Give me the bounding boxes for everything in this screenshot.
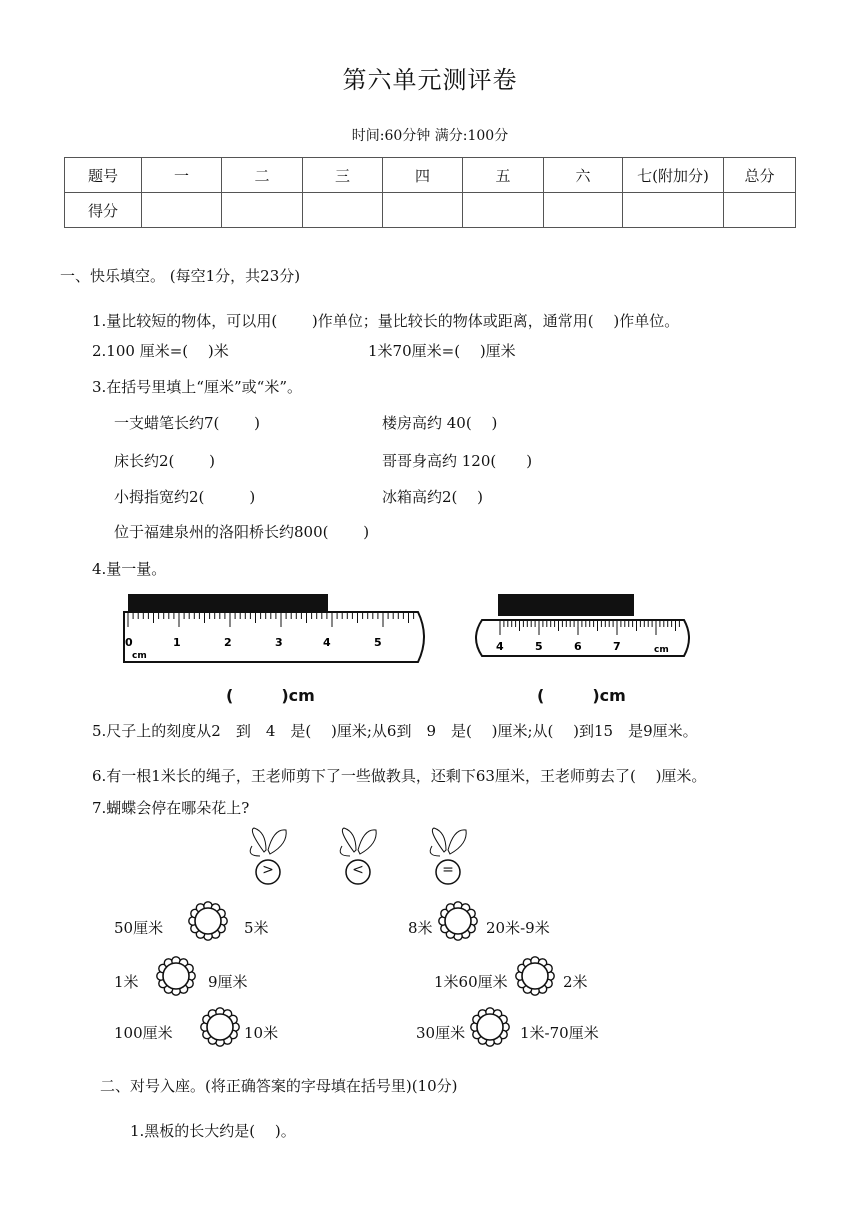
- compare-left: 30厘米: [416, 1024, 466, 1042]
- ruler-label: 5: [535, 640, 543, 653]
- ruler-label: 6: [574, 640, 582, 653]
- question-2b: 1米70厘米=( )厘米: [368, 342, 516, 360]
- score-cell[interactable]: [544, 193, 623, 228]
- question-6: 6.有一根1米长的绳子，王老师剪下了一些做教具，还剩下63厘米，王老师剪去了( )厘米。: [92, 767, 707, 785]
- score-cell[interactable]: [142, 193, 222, 228]
- butterfly-symbol: >: [262, 862, 274, 878]
- ruler-label: 0: [125, 636, 133, 649]
- section2-heading: 二、对号入座。(将正确答案的字母填在括号里)(10分): [100, 1077, 458, 1095]
- compare-right: 2米: [563, 973, 588, 991]
- compare-right: 5米: [244, 919, 269, 937]
- ruler-label: 3: [275, 636, 283, 649]
- score-cell[interactable]: [463, 193, 544, 228]
- butterfly-equal[interactable]: [424, 826, 472, 894]
- ruler-label: 7: [613, 640, 621, 653]
- question-5: 5.尺子上的刻度从2 到 4 是( )厘米;从6到 9 是( )厘米;从( )到15 是9厘米。: [92, 722, 698, 740]
- q3-item-e: 小拇指宽约2( ): [114, 488, 256, 506]
- measured-bar: [498, 594, 634, 616]
- question-7: 7.蝴蝶会停在哪朵花上?: [92, 799, 250, 817]
- ruler-label: 4: [323, 636, 331, 649]
- flower-icon: [513, 954, 557, 998]
- compare-left: 50厘米: [114, 919, 164, 937]
- q3-item-g: 位于福建泉州的洛阳桥长约800( ): [114, 523, 370, 541]
- exam-meta: 时间:60分钟 满分:100分: [351, 128, 509, 144]
- compare-left: 1米: [114, 973, 139, 991]
- score-cell[interactable]: [623, 193, 724, 228]
- compare-left: 100厘米: [114, 1024, 173, 1042]
- flower-icon: [154, 954, 198, 998]
- flower-blank[interactable]: [468, 1005, 512, 1053]
- ruler-unit: cm: [132, 651, 147, 661]
- score-head-cell: 三: [303, 158, 383, 193]
- score-header-row: [65, 158, 796, 193]
- q3-item-d: 哥哥身高约 120( ): [382, 452, 533, 470]
- q3-item-c: 床长约2( ): [114, 452, 216, 470]
- score-head-cell: 总分: [724, 158, 796, 193]
- score-head-cell: 二: [222, 158, 303, 193]
- score-head-cell: 七(附加分): [623, 158, 724, 193]
- ruler-unit: cm: [654, 645, 669, 655]
- butterfly-symbol: =: [442, 862, 454, 878]
- measured-bar: [128, 594, 328, 612]
- compare-left: 8米: [408, 919, 433, 937]
- butterfly-icon: [334, 826, 382, 890]
- ruler-label: 4: [496, 640, 504, 653]
- q3-item-a: 一支蜡笔长约7( ): [114, 414, 261, 432]
- compare-right: 10米: [244, 1024, 279, 1042]
- butterfly-icon: [244, 826, 292, 890]
- flower-icon: [198, 1005, 242, 1049]
- question-1: 1.量比较短的物体，可以用( )作单位；量比较长的物体或距离，通常用( )作单位。: [92, 312, 680, 330]
- score-head-cell: 五: [463, 158, 544, 193]
- ruler-label: 1: [173, 636, 181, 649]
- score-head-cell: 四: [383, 158, 463, 193]
- question-4: 4.量一量。: [92, 560, 167, 578]
- flower-blank[interactable]: [513, 954, 557, 1002]
- flower-icon: [468, 1005, 512, 1049]
- section2-question-1: 1.黑板的长大约是( )。: [130, 1122, 296, 1140]
- score-table: [64, 157, 796, 228]
- score-head-cell: 六: [544, 158, 623, 193]
- flower-blank[interactable]: [186, 899, 230, 947]
- ruler-2: [466, 588, 706, 668]
- flower-blank[interactable]: [198, 1005, 242, 1053]
- score-head-cell: 题号: [65, 158, 142, 193]
- score-cell[interactable]: [724, 193, 796, 228]
- ruler-label: 5: [374, 636, 382, 649]
- question-2a: 2.100 厘米=( )米: [92, 342, 229, 360]
- q3-item-b: 楼房高约 40( ): [382, 414, 498, 432]
- score-cell[interactable]: [383, 193, 463, 228]
- score-value-row: [65, 193, 796, 228]
- score-head-cell: 一: [142, 158, 222, 193]
- compare-right: 9厘米: [208, 973, 248, 991]
- butterfly-icon: [424, 826, 472, 890]
- butterfly-less[interactable]: [334, 826, 382, 894]
- ruler-label: 2: [224, 636, 232, 649]
- butterfly-symbol: <: [352, 862, 364, 878]
- flower-blank[interactable]: [436, 899, 480, 947]
- score-cell[interactable]: [222, 193, 303, 228]
- score-row-label: 得分: [65, 193, 142, 228]
- question-3: 3.在括号里填上“厘米”或“米”。: [92, 378, 302, 396]
- score-cell[interactable]: [303, 193, 383, 228]
- compare-right: 1米-70厘米: [520, 1024, 599, 1042]
- butterfly-greater[interactable]: [244, 826, 292, 894]
- ruler-1: [118, 590, 438, 670]
- page-title: 第六单元测评卷: [342, 66, 518, 94]
- ruler-1-answer[interactable]: ( )cm: [226, 686, 315, 705]
- flower-icon: [436, 899, 480, 943]
- section1-heading: 一、快乐填空。 (每空1分，共23分): [60, 267, 301, 285]
- flower-icon: [186, 899, 230, 943]
- flower-blank[interactable]: [154, 954, 198, 1002]
- q3-item-f: 冰箱高约2( ): [382, 488, 484, 506]
- ruler-2-answer[interactable]: ( )cm: [537, 686, 626, 705]
- compare-left: 1米60厘米: [434, 973, 508, 991]
- compare-right: 20米-9米: [486, 919, 550, 937]
